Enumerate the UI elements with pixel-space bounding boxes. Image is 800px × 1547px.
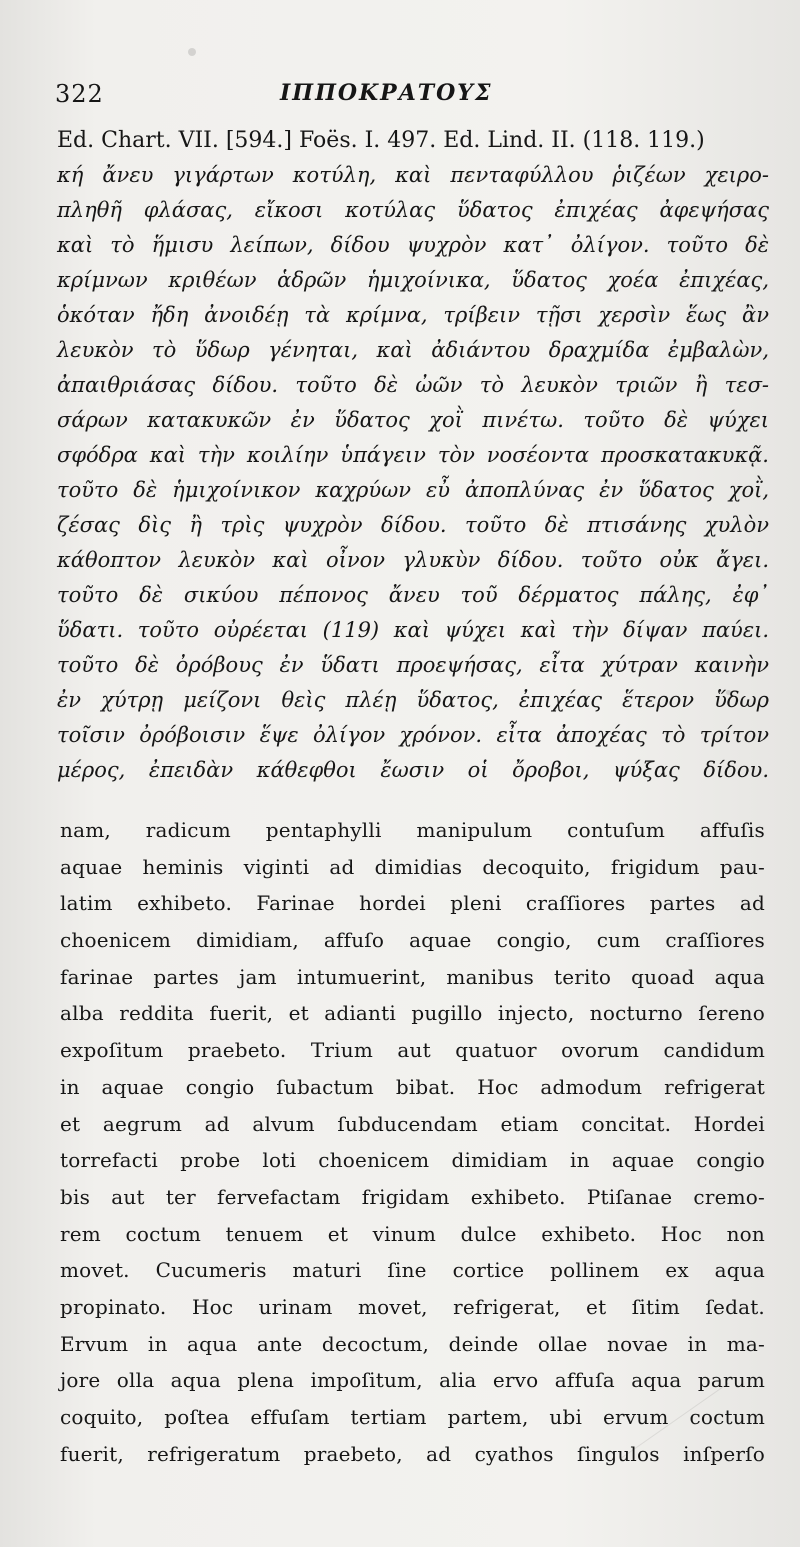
edition-reference-line: Ed. Chart. VII. [594.] Foës. I. 497. Ed. Lind. II. (118. 119.) — [57, 128, 705, 153]
running-title: ΙΠΠΟΚΡΑΤΟΥΣ — [280, 80, 493, 106]
latin-line: choenicem dimidiam, affuſo aquae congio, cum craſſiores — [60, 928, 765, 953]
latin-line: aquae heminis viginti ad dimidias decoquito, frigidum pau- — [60, 854, 765, 879]
greek-line: πληθῆ φλάσας, εἴκοσι κοτύλας ὕδατος ἐπιχέας ἀφεψήσας — [57, 198, 769, 222]
greek-line: κρίμνων κριθέων ἁδρῶν ἡμιχοίνικα, ὕδατος χοέα ἐπιχέας, — [57, 268, 769, 292]
latin-line: rem coctum tenuem et vinum dulce exhibeto. Hoc non — [60, 1221, 765, 1246]
latin-line: latim exhibeto. Farinae hordei pleni craſſiores partes ad — [60, 891, 765, 916]
greek-line: τοῦτο δὲ ὀρόβους ἐν ὕδατι προεψήσας, εἶτα χύτραν καινὴν — [57, 653, 769, 677]
latin-line: expoſitum praebeto. Trium aut quatuor ovorum candidum — [60, 1038, 765, 1063]
latin-line: propinato. Hoc urinam movet, refrigerat, et ſitim ſedat. — [60, 1294, 765, 1319]
greek-line: ὁκόταν ἤδη ἀνοιδέῃ τὰ κρίμνα, τρίβειν τῇσι χερσὶν ἕως ἂν — [57, 303, 769, 327]
latin-line: torrefacti probe loti choenicem dimidiam in aquae congio — [60, 1148, 765, 1173]
greek-text-block — [57, 158, 769, 788]
greek-line: λευκὸν τὸ ὕδωρ γένηται, καὶ ἀδιάντου δραχμίδα ἐμβαλὼν, — [57, 338, 769, 362]
latin-line: fuerit, refrigeratum praebeto, ad cyathos ſingulos inſperſo — [60, 1441, 765, 1466]
greek-line: τοῦτο δὲ ἡμιχοίνικον καχρύων εὖ ἀποπλύνας ἐν ὕδατος χοῒ, — [57, 478, 769, 502]
greek-line: κάθοπτον λευκὸν καὶ οἶνον γλυκὺν δίδου. τοῦτο οὐκ ἄγει. — [57, 548, 769, 572]
latin-line: jore olla aqua plena impoſitum, alia ervo affuſa aqua parum — [60, 1368, 765, 1393]
latin-line: alba reddita fuerit, et adianti pugillo injecto, nocturno ſereno — [60, 1001, 765, 1026]
latin-line: Ervum in aqua ante decoctum, deinde ollae novae in ma- — [60, 1331, 765, 1356]
latin-line: farinae partes jam intumuerint, manibus terito quoad aqua — [60, 964, 765, 989]
greek-line: ὕδατι. τοῦτο οὐρέεται (119) καὶ ψύχει καὶ τὴν δίψαν παύει. — [57, 618, 769, 642]
greek-line: σφόδρα καὶ τὴν κοιλίην ὑπάγειν τὸν νοσέοντα προσκατακυκᾷ. — [57, 443, 769, 467]
greek-line: τοῦτο δὲ σικύου πέπονος ἄνευ τοῦ δέρματος πάλης, ἐφ᾽ — [57, 583, 769, 607]
greek-line: ἀπαιθριάσας δίδου. τοῦτο δὲ ὠῶν τὸ λευκὸν τριῶν ἢ τεσ- — [57, 373, 769, 397]
latin-line: in aquae congio ſubactum bibat. Hoc admodum refrigerat — [60, 1074, 765, 1099]
greek-line: κή ἄνευ γιγάρτων κοτύλη, καὶ πενταφύλλου ῥιζέων χειρο- — [57, 163, 769, 187]
page-header — [55, 80, 755, 120]
latin-line: nam, radicum pentaphylli manipulum contuſum affuſis — [60, 818, 765, 842]
latin-line: bis aut ter fervefactam frigidam exhibeto. Ptiſanae cremo- — [60, 1184, 765, 1209]
page-number: 322 — [55, 80, 104, 108]
greek-line: ἐν χύτρῃ μείζονι θεὶς πλέῃ ὕδατος, ἐπιχέας ἕτερον ὕδωρ — [57, 688, 769, 712]
latin-line: coquito, poſtea effuſam tertiam partem, ubi ervum coctum — [60, 1405, 765, 1429]
greek-line: τοῖσιν ὀρόβοισιν ἕψε ὀλίγον χρόνον. εἶτα ἀποχέας τὸ τρίτον — [57, 723, 769, 747]
paper-spot — [188, 48, 196, 56]
greek-line: ζέσας δὶς ἢ τρὶς ψυχρὸν δίδου. τοῦτο δὲ πτισάνης χυλὸν — [57, 513, 769, 537]
greek-line: σάρων κατακυκῶν ἐν ὕδατος χοῒ πινέτω. τοῦτο δὲ ψύχει — [57, 408, 769, 432]
greek-line: καὶ τὸ ἥμισυ λείπων, δίδου ψυχρὸν κατ᾽ ὀλίγον. τοῦτο δὲ — [57, 233, 769, 257]
latin-line: et aegrum ad alvum ſubducendam etiam concitat. Hordei — [60, 1111, 765, 1136]
latin-text-block — [60, 812, 765, 1472]
greek-line: μέρος, ἐπειδὰν κάθεφθοι ἔωσιν οἱ ὄροβοι, ψύξας δίδου. — [57, 758, 769, 782]
latin-line: movet. Cucumeris maturi ſine cortice pollinem ex aqua — [60, 1258, 765, 1283]
